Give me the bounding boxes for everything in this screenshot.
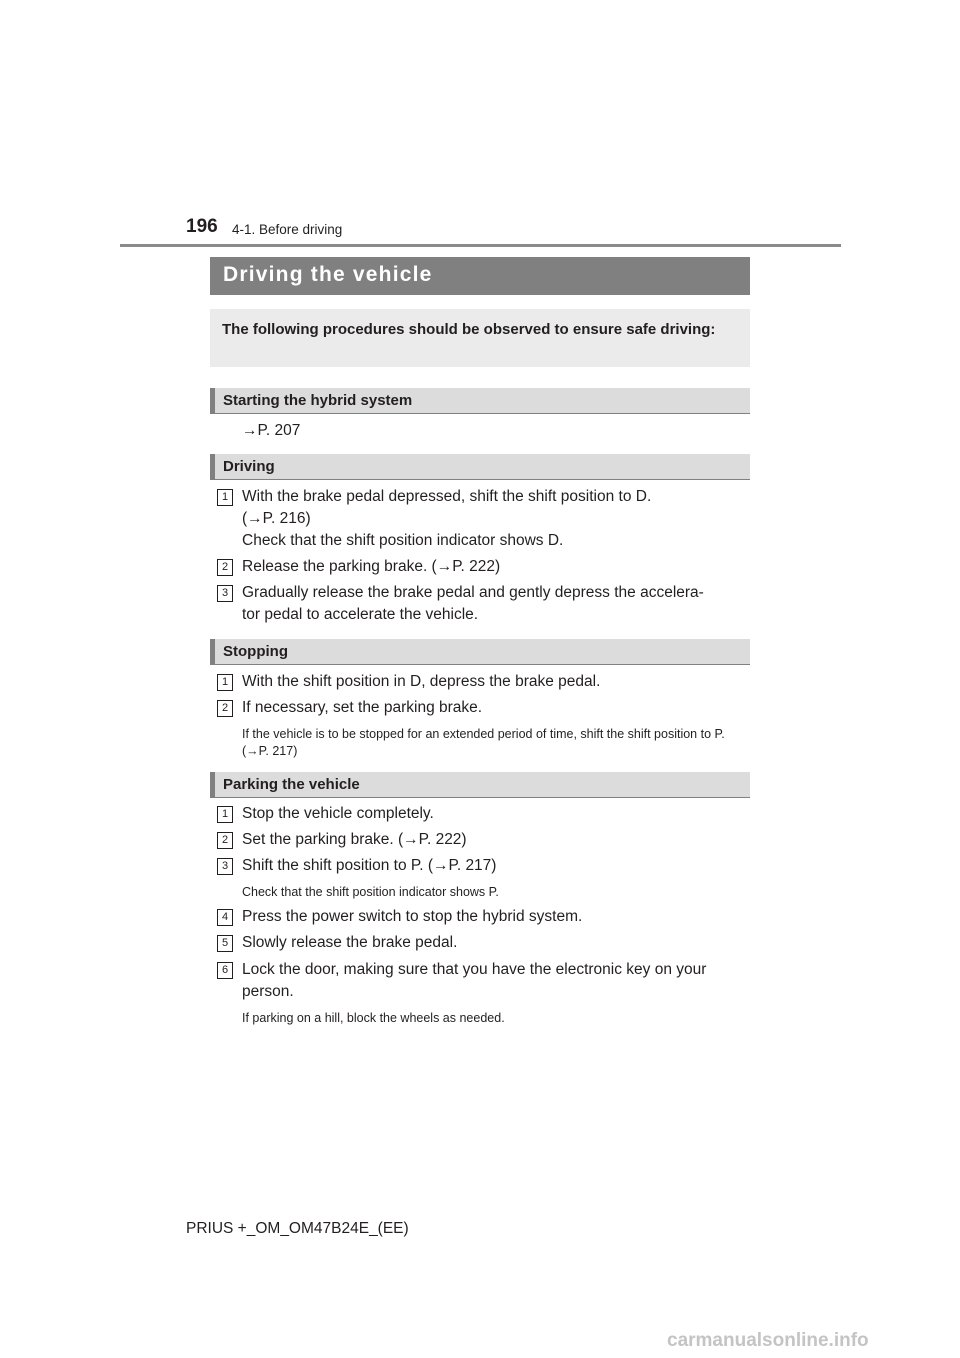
step-text: With the brake pedal depressed, shift the shift position to D. xyxy=(242,488,652,505)
step-text: (→P. 216) xyxy=(242,510,311,527)
step-number: 1 xyxy=(217,674,233,691)
starting-ref-link[interactable]: →P. 207 xyxy=(242,422,301,439)
step-number: 1 xyxy=(217,806,233,823)
heading-driving-label: Driving xyxy=(223,458,275,475)
page-number: 196 xyxy=(186,216,218,237)
step-number: 3 xyxy=(217,585,233,602)
step-number: 2 xyxy=(217,832,233,849)
step-number: 6 xyxy=(217,962,233,979)
step-text: Press the power switch to stop the hybrid system. xyxy=(242,908,583,925)
step-text: With the shift position in D, depress the brake pedal. xyxy=(242,673,601,690)
heading-starting xyxy=(210,388,750,414)
step-text: Set the parking brake. (→P. 222) xyxy=(242,831,467,848)
step-text: tor pedal to accelerate the vehicle. xyxy=(242,606,479,623)
step-text: Stop the vehicle completely. xyxy=(242,805,434,822)
step-number: 3 xyxy=(217,858,233,875)
watermark: carmanualsonline.info xyxy=(667,1330,869,1351)
intro-text: The following procedures should be observed to ensure safe driving: xyxy=(222,321,716,338)
step-number: 2 xyxy=(217,700,233,717)
step-text: person. xyxy=(242,983,294,1000)
step-text: Slowly release the brake pedal. xyxy=(242,934,458,951)
step-number: 4 xyxy=(217,909,233,926)
step-number: 1 xyxy=(217,489,233,506)
step-text: Release the parking brake. (→P. 222) xyxy=(242,558,501,575)
document-footer: PRIUS +_OM_OM47B24E_(EE) xyxy=(186,1220,409,1237)
heading-parking xyxy=(210,772,750,798)
step-note: If the vehicle is to be stopped for an extended period of time, shift the shift position to P. (→P. 217) xyxy=(242,727,725,758)
header-rule xyxy=(120,244,841,247)
heading-starting-label: Starting the hybrid system xyxy=(223,392,413,409)
heading-stopping xyxy=(210,639,750,665)
step-number: 5 xyxy=(217,935,233,952)
step-text: Shift the shift position to P. (→P. 217) xyxy=(242,857,497,874)
step-text: Gradually release the brake pedal and gently depress the accelera- xyxy=(242,584,704,601)
step-text: If necessary, set the parking brake. xyxy=(242,699,483,716)
step-text: Lock the door, making sure that you have the electronic key on your xyxy=(242,961,707,978)
heading-driving xyxy=(210,454,750,480)
step-note: If parking on a hill, block the wheels as needed. xyxy=(242,1011,505,1025)
heading-stopping-label: Stopping xyxy=(223,643,288,660)
step-note: Check that the shift position indicator shows P. xyxy=(242,885,499,899)
step-text: Check that the shift position indicator shows D. xyxy=(242,532,564,549)
page-title-bar xyxy=(210,257,750,295)
heading-parking-label: Parking the vehicle xyxy=(223,776,360,793)
section-label: 4-1. Before driving xyxy=(232,222,343,237)
page-title: Driving the vehicle xyxy=(223,263,433,286)
step-number: 2 xyxy=(217,559,233,576)
intro-box xyxy=(210,309,750,367)
